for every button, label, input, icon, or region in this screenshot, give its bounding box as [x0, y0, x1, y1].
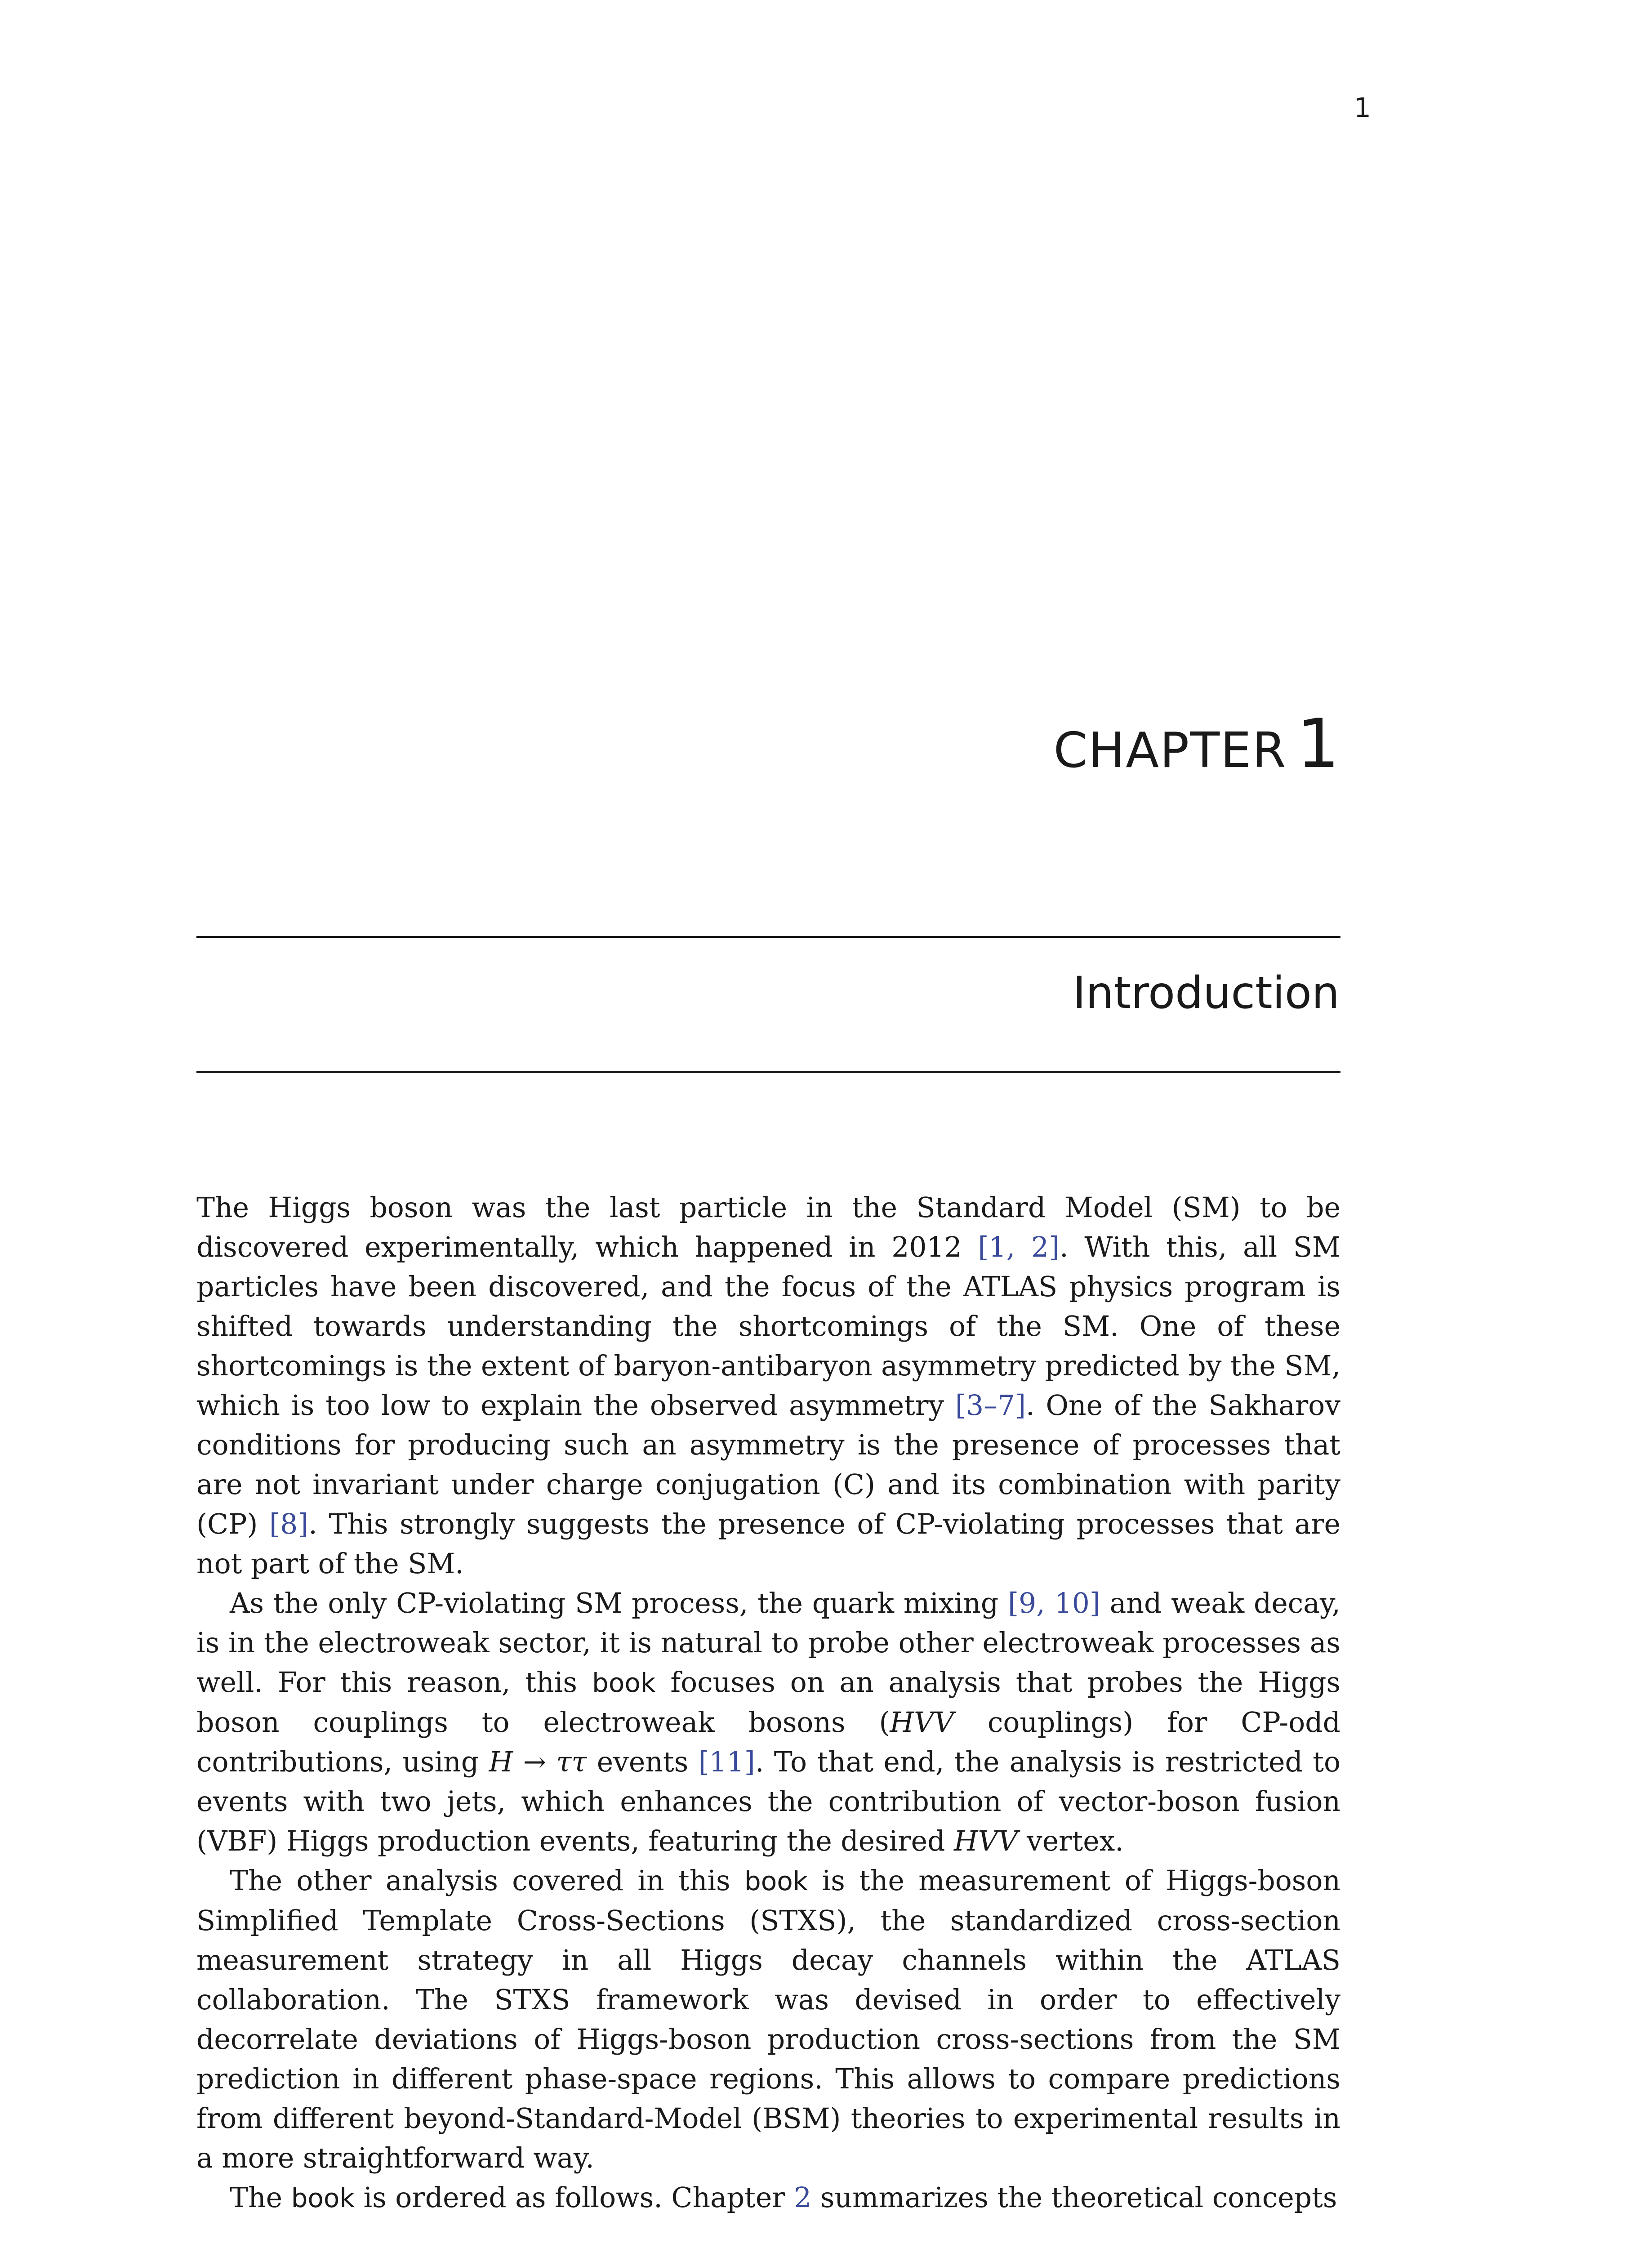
body-text: [196, 1188, 1340, 2218]
book-word: book: [744, 1866, 808, 1896]
text-span: The other analysis covered in this: [230, 1864, 744, 1897]
math-inline: HVV: [953, 1825, 1018, 1857]
text-span: is ordered as follows. Chapter: [354, 2181, 794, 2214]
text-span: The Higgs boson was the last particle in the Standard Model (SM) to be discovered experimentally, which happened in 2012: [196, 1191, 1340, 1263]
citation-link[interactable]: [3–7]: [955, 1389, 1026, 1422]
math-inline: H → ττ: [489, 1746, 587, 1778]
text-span: . This strongly suggests the presence of CP-violating processes that are not part of the SM.: [196, 1508, 1340, 1580]
chapter-link[interactable]: 2: [794, 2181, 812, 2214]
text-span: summarizes the theoretical concepts: [811, 2181, 1337, 2214]
text-span: vertex.: [1018, 1825, 1124, 1857]
paragraph-2: [196, 1583, 1340, 1861]
chapter-title-top-rule: [196, 936, 1340, 938]
page-number: 1: [1354, 92, 1371, 124]
chapter-title-bottom-rule: [196, 1071, 1340, 1073]
text-span: . With this, all SM particles have been discovered, and the focus of the ATLAS physics program is shifted towards understanding the shortcomings of the SM. One of these shortcomings is the extent of baryon-antibaryon asymmetry predicted by the SM, which is too low to explain the observed asymmetry: [196, 1231, 1341, 1422]
chapter-number: 1: [1296, 705, 1340, 783]
citation-link[interactable]: [11]: [698, 1746, 755, 1778]
text-span: As the only CP-violating SM process, the quark mixing: [230, 1587, 1008, 1619]
text-span: and weak decay, is in the electroweak sector, it is natural to probe other electroweak processes as well. For this reason, this: [196, 1587, 1340, 1699]
text-span: events: [587, 1746, 699, 1778]
book-word: book: [592, 1668, 656, 1698]
math-inline: HVV: [890, 1706, 954, 1739]
paragraph-4: [196, 2178, 1340, 2218]
paragraph-3: [196, 1861, 1340, 2178]
chapter-label: CHAPTER: [1053, 723, 1287, 779]
chapter-title: Introduction: [1073, 968, 1340, 1019]
citation-link[interactable]: [1, 2]: [978, 1231, 1060, 1263]
text-span: . One of the Sakharov conditions for producing such an asymmetry is the presence of processes that are not invariant under charge conjugation (C) and its combination with parity (CP): [196, 1389, 1340, 1540]
text-span: The: [230, 2181, 291, 2214]
paragraph-1: [196, 1188, 1340, 1583]
text-span: focuses on an analysis that probes the Higgs boson couplings to electroweak bosons (: [196, 1666, 1340, 1739]
citation-link[interactable]: [9, 10]: [1008, 1587, 1100, 1619]
chapter-heading: [1053, 705, 1340, 783]
book-word: book: [291, 2183, 355, 2213]
text-span: is the measurement of Higgs-boson Simplified Template Cross-Sections (STXS), the standardized cross-section measurement strategy in all Higgs decay channels within the ATLAS collaboration. The STXS framework was devised in order to effectively decorrelate deviations of Higgs-boson production cross-sections from the SM prediction in different phase-space regions. This allows to compare predictions from different beyond-Standard-Model (BSM) theories to experimental results in a more straightforward way.: [196, 1864, 1340, 2174]
citation-link[interactable]: [8]: [269, 1508, 309, 1540]
text-span: . To that end, the analysis is restricted to events with two jets, which enhances the contribution of vector-boson fusion (VBF) Higgs production events, featuring the desired: [196, 1746, 1340, 1857]
text-span: couplings) for CP-odd contributions, using: [196, 1706, 1340, 1778]
